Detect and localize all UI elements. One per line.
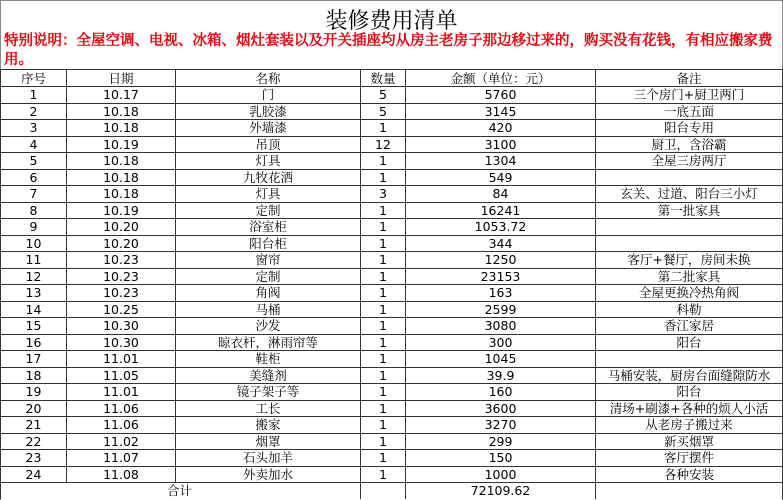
cell-amount[interactable]: 549	[406, 169, 596, 186]
total-amount[interactable]: 72109.62	[406, 483, 596, 499]
cell-remark[interactable]: 客厅摆件	[596, 450, 783, 467]
cell-name[interactable]: 灯具	[176, 153, 361, 170]
header-quantity[interactable]: 数量	[361, 70, 406, 87]
cell-name[interactable]: 外墙漆	[176, 120, 361, 137]
cell-name[interactable]: 鞋柜	[176, 351, 361, 368]
header-amount[interactable]: 金额（单位：元）	[406, 70, 596, 87]
cell-name[interactable]: 工长	[176, 400, 361, 417]
cell-amount[interactable]: 299	[406, 433, 596, 450]
table-row	[1, 169, 783, 186]
cell-quantity[interactable]: 1	[361, 334, 406, 351]
cell-quantity[interactable]: 1	[361, 450, 406, 467]
cell-index[interactable]: 20	[1, 400, 67, 417]
cell-date[interactable]: 10.20	[67, 219, 176, 236]
cell-quantity[interactable]: 1	[361, 351, 406, 368]
cell-amount[interactable]: 160	[406, 384, 596, 401]
table-row	[1, 351, 783, 368]
cell-date[interactable]: 10.30	[67, 334, 176, 351]
cell-index[interactable]: 15	[1, 318, 67, 335]
cell-name[interactable]: 吊顶	[176, 136, 361, 153]
cell-amount[interactable]: 23153	[406, 268, 596, 285]
cell-date[interactable]: 10.18	[67, 169, 176, 186]
table-row	[1, 433, 783, 450]
cell-amount[interactable]: 84	[406, 186, 596, 203]
cell-quantity[interactable]: 1	[361, 235, 406, 252]
cell-name[interactable]: 门	[176, 87, 361, 104]
cell-remark[interactable]: 客厅+餐厅，房间未换	[596, 252, 783, 269]
cell-date[interactable]: 10.25	[67, 301, 176, 318]
cell-remark[interactable]: 阳台	[596, 384, 783, 401]
cell-date[interactable]: 11.05	[67, 367, 176, 384]
cell-index[interactable]: 5	[1, 153, 67, 170]
cell-name[interactable]: 美缝剂	[176, 367, 361, 384]
cell-index[interactable]: 7	[1, 186, 67, 203]
cell-index[interactable]: 1	[1, 87, 67, 104]
cell-name[interactable]: 灯具	[176, 186, 361, 203]
cell-quantity[interactable]: 1	[361, 417, 406, 434]
total-quantity-cell[interactable]	[361, 483, 406, 499]
cell-index[interactable]: 9	[1, 219, 67, 236]
cell-date[interactable]: 10.17	[67, 87, 176, 104]
cell-amount[interactable]: 1000	[406, 466, 596, 483]
cell-remark[interactable]: 香江家居	[596, 318, 783, 335]
cell-amount[interactable]: 163	[406, 285, 596, 302]
cell-name[interactable]: 烟罩	[176, 433, 361, 450]
cell-index[interactable]: 13	[1, 285, 67, 302]
cell-remark[interactable]: 从老房子搬过来	[596, 417, 783, 434]
table-row	[1, 301, 783, 318]
cell-quantity[interactable]: 1	[361, 318, 406, 335]
cell-amount[interactable]: 3600	[406, 400, 596, 417]
expense-table	[0, 69, 783, 499]
cell-quantity[interactable]: 1	[361, 466, 406, 483]
cell-amount[interactable]: 2599	[406, 301, 596, 318]
cell-remark[interactable]	[596, 219, 783, 236]
cell-quantity[interactable]: 1	[361, 219, 406, 236]
cell-date[interactable]: 11.01	[67, 384, 176, 401]
table-row	[1, 120, 783, 137]
table-row	[1, 417, 783, 434]
cell-remark[interactable]	[596, 351, 783, 368]
cell-quantity[interactable]: 1	[361, 301, 406, 318]
table-row	[1, 367, 783, 384]
cell-date[interactable]: 10.20	[67, 235, 176, 252]
cell-date[interactable]: 11.02	[67, 433, 176, 450]
header-remark[interactable]: 备注	[596, 70, 783, 87]
cell-name[interactable]: 九牧花洒	[176, 169, 361, 186]
table-row	[1, 219, 783, 236]
cell-name[interactable]: 搬家	[176, 417, 361, 434]
cell-remark[interactable]: 新买烟罩	[596, 433, 783, 450]
total-row	[1, 483, 783, 499]
cell-quantity[interactable]: 5	[361, 103, 406, 120]
cell-remark[interactable]: 厨卫，含浴霸	[596, 136, 783, 153]
cell-name[interactable]: 乳胶漆	[176, 103, 361, 120]
header-date[interactable]: 日期	[67, 70, 176, 87]
cell-remark[interactable]: 全屋三房两厅	[596, 153, 783, 170]
cell-name[interactable]: 石头加羊	[176, 450, 361, 467]
table-row	[1, 252, 783, 269]
cell-amount[interactable]: 1250	[406, 252, 596, 269]
cell-name[interactable]: 马桶	[176, 301, 361, 318]
sheet-title: 装修费用清单	[325, 9, 458, 34]
cell-quantity[interactable]: 1	[361, 367, 406, 384]
cell-name[interactable]: 晾衣杆，淋雨帘等	[176, 334, 361, 351]
cell-date[interactable]: 10.18	[67, 153, 176, 170]
special-note: 特别说明：全屋空调、电视、冰箱、烟灶套装以及开关插座均从房主老房子那边移过来的，购买没有花钱，有相应搬家费用。	[4, 33, 773, 68]
header-index[interactable]: 序号	[1, 70, 67, 87]
cell-index[interactable]: 11	[1, 252, 67, 269]
cell-quantity[interactable]: 1	[361, 252, 406, 269]
cell-amount[interactable]: 1304	[406, 153, 596, 170]
cell-date[interactable]: 11.06	[67, 400, 176, 417]
header-row	[1, 70, 783, 87]
cell-remark[interactable]: 第二批家具	[596, 268, 783, 285]
cell-index[interactable]: 3	[1, 120, 67, 137]
cell-name[interactable]: 外卖加水	[176, 466, 361, 483]
header-name[interactable]: 名称	[176, 70, 361, 87]
cell-remark[interactable]: 玄关、过道、阳台三小灯	[596, 186, 783, 203]
cell-index[interactable]: 6	[1, 169, 67, 186]
table-row	[1, 186, 783, 203]
table-row	[1, 450, 783, 467]
cell-index[interactable]: 4	[1, 136, 67, 153]
cell-date[interactable]: 10.19	[67, 136, 176, 153]
table-row	[1, 136, 783, 153]
cell-index[interactable]: 14	[1, 301, 67, 318]
cell-amount[interactable]: 5760	[406, 87, 596, 104]
cell-date[interactable]: 11.01	[67, 351, 176, 368]
cell-amount[interactable]: 3080	[406, 318, 596, 335]
cell-date[interactable]: 11.07	[67, 450, 176, 467]
table-row	[1, 87, 783, 104]
cell-quantity[interactable]: 1	[361, 169, 406, 186]
cell-amount[interactable]: 3100	[406, 136, 596, 153]
cell-name[interactable]: 角阀	[176, 285, 361, 302]
cell-quantity[interactable]: 3	[361, 186, 406, 203]
cell-amount[interactable]: 3145	[406, 103, 596, 120]
cell-quantity[interactable]: 1	[361, 268, 406, 285]
cell-quantity[interactable]: 1	[361, 120, 406, 137]
cell-index[interactable]: 24	[1, 466, 67, 483]
table-row	[1, 334, 783, 351]
cell-remark[interactable]: 清场+刷漆+各种的烦人小活	[596, 400, 783, 417]
cell-amount[interactable]: 16241	[406, 202, 596, 219]
cell-index[interactable]: 16	[1, 334, 67, 351]
cell-remark[interactable]	[596, 235, 783, 252]
cell-index[interactable]: 21	[1, 417, 67, 434]
cell-date[interactable]: 10.19	[67, 202, 176, 219]
cell-remark[interactable]: 阳台专用	[596, 120, 783, 137]
cell-name[interactable]: 阳台柜	[176, 235, 361, 252]
cell-name[interactable]: 镜子架子等	[176, 384, 361, 401]
cell-date[interactable]: 10.30	[67, 318, 176, 335]
cell-date[interactable]: 10.18	[67, 186, 176, 203]
cell-index[interactable]: 19	[1, 384, 67, 401]
cell-name[interactable]: 浴室柜	[176, 219, 361, 236]
cell-quantity[interactable]: 1	[361, 384, 406, 401]
cell-remark[interactable]: 第一批家具	[596, 202, 783, 219]
cell-name[interactable]: 定制	[176, 268, 361, 285]
cell-name[interactable]: 定制	[176, 202, 361, 219]
table-row	[1, 400, 783, 417]
cell-amount[interactable]: 39.9	[406, 367, 596, 384]
cell-index[interactable]: 12	[1, 268, 67, 285]
table-row	[1, 384, 783, 401]
cell-amount[interactable]: 1045	[406, 351, 596, 368]
cell-amount[interactable]: 1053.72	[406, 219, 596, 236]
cell-date[interactable]: 10.23	[67, 268, 176, 285]
cell-amount[interactable]: 344	[406, 235, 596, 252]
table-row	[1, 153, 783, 170]
cell-remark[interactable]: 科勒	[596, 301, 783, 318]
cell-remark[interactable]: 阳台	[596, 334, 783, 351]
cell-date[interactable]: 11.08	[67, 466, 176, 483]
table-row	[1, 466, 783, 483]
cell-remark[interactable]: 马桶安装，厨房台面缝隙防水	[596, 367, 783, 384]
table-row	[1, 235, 783, 252]
cell-index[interactable]: 8	[1, 202, 67, 219]
cell-remark[interactable]	[596, 169, 783, 186]
table-row	[1, 202, 783, 219]
cell-amount[interactable]: 420	[406, 120, 596, 137]
table-row	[1, 318, 783, 335]
cell-date[interactable]: 11.06	[67, 417, 176, 434]
cell-quantity[interactable]: 1	[361, 400, 406, 417]
cell-remark[interactable]: 全屋更换冷热角阀	[596, 285, 783, 302]
cell-date[interactable]: 10.23	[67, 285, 176, 302]
cell-index[interactable]: 18	[1, 367, 67, 384]
cell-quantity[interactable]: 1	[361, 285, 406, 302]
cell-index[interactable]: 23	[1, 450, 67, 467]
table-row	[1, 268, 783, 285]
cell-index[interactable]: 10	[1, 235, 67, 252]
cell-quantity[interactable]: 5	[361, 87, 406, 104]
cell-remark[interactable]: 三个房门+厨卫两门	[596, 87, 783, 104]
cell-name[interactable]: 沙发	[176, 318, 361, 335]
cell-amount[interactable]: 150	[406, 450, 596, 467]
cell-index[interactable]: 2	[1, 103, 67, 120]
cell-date[interactable]: 10.18	[67, 103, 176, 120]
cell-amount[interactable]: 3270	[406, 417, 596, 434]
cell-index[interactable]: 17	[1, 351, 67, 368]
cell-index[interactable]: 22	[1, 433, 67, 450]
total-label[interactable]: 合计	[1, 483, 361, 499]
cell-date[interactable]: 10.23	[67, 252, 176, 269]
cell-remark[interactable]: 各种安装	[596, 466, 783, 483]
cell-quantity[interactable]: 1	[361, 202, 406, 219]
total-remark-cell[interactable]	[596, 483, 783, 499]
cell-name[interactable]: 窗帘	[176, 252, 361, 269]
cell-amount[interactable]: 300	[406, 334, 596, 351]
cell-quantity[interactable]: 1	[361, 153, 406, 170]
cell-date[interactable]: 10.18	[67, 120, 176, 137]
cell-remark[interactable]: 一底五面	[596, 103, 783, 120]
cell-quantity[interactable]: 1	[361, 433, 406, 450]
table-row	[1, 285, 783, 302]
cell-quantity[interactable]: 12	[361, 136, 406, 153]
table-row	[1, 103, 783, 120]
